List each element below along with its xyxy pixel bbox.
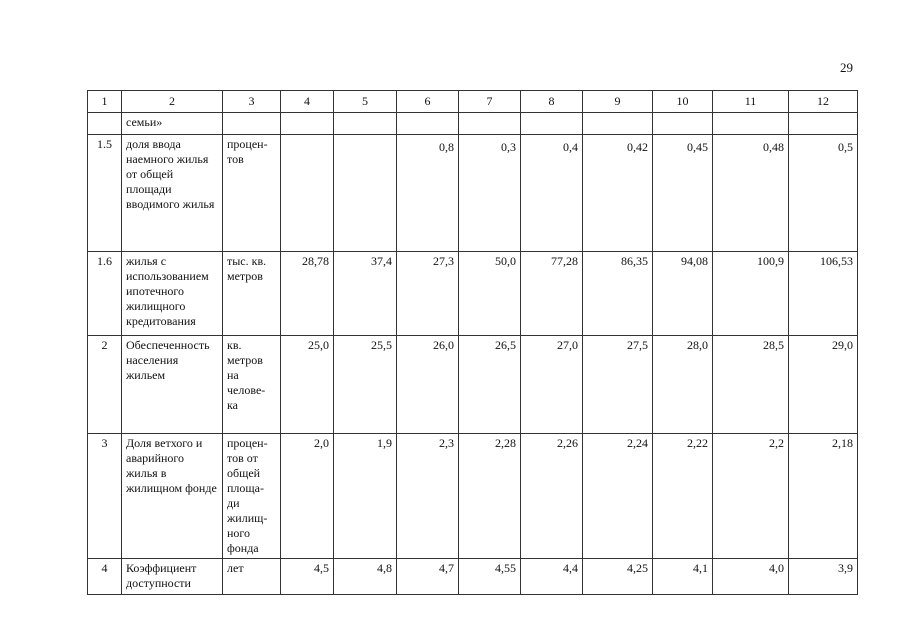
value-cell: 4,55	[459, 559, 521, 595]
value-cell: 4,7	[397, 559, 459, 595]
row-unit: кв. метров на челове-ка	[223, 336, 281, 434]
value-cell	[653, 113, 713, 135]
header-cell: 8	[521, 91, 583, 113]
row-unit: тыс. кв. метров	[223, 252, 281, 336]
value-cell: 4,25	[583, 559, 653, 595]
value-text: 0,3	[501, 140, 516, 154]
value-cell: 2,2	[713, 434, 789, 559]
row-number: 1.5	[88, 135, 122, 252]
value-cell: 29,0	[789, 336, 858, 434]
value-cell: 2,22	[653, 434, 713, 559]
table-row	[88, 434, 858, 559]
table-row	[88, 135, 858, 252]
row-name: Доля ветхого и аварийного жилья в жилищном фонде	[122, 434, 223, 559]
value-cell: 106,53	[789, 252, 858, 336]
value-cell: 100,9	[713, 252, 789, 336]
value-cell: 1,9	[334, 434, 397, 559]
value-cell: 4,4	[521, 559, 583, 595]
header-cell: 7	[459, 91, 521, 113]
value-cell: 28,0	[653, 336, 713, 434]
value-cell	[713, 135, 789, 252]
row-unit: процен-тов	[223, 135, 281, 252]
value-cell	[653, 135, 713, 252]
value-cell: 2,26	[521, 434, 583, 559]
value-cell: 26,5	[459, 336, 521, 434]
value-cell: 25,0	[281, 336, 334, 434]
value-cell: 4,1	[653, 559, 713, 595]
page-number: 29	[840, 60, 853, 75]
value-cell: 4,5	[281, 559, 334, 595]
value-text: 0,48	[763, 140, 784, 154]
value-text: 0,45	[687, 140, 708, 154]
value-cell: 94,08	[653, 252, 713, 336]
row-name: семьи»	[122, 113, 223, 135]
value-cell: 2,18	[789, 434, 858, 559]
value-cell: 27,5	[583, 336, 653, 434]
row-unit	[223, 113, 281, 135]
value-cell: 25,5	[334, 336, 397, 434]
value-text	[285, 137, 329, 140]
row-name: Коэффициент доступности	[122, 559, 223, 595]
value-text: 0,4	[563, 140, 578, 154]
table-row	[88, 113, 858, 135]
value-text: 0,8	[439, 140, 454, 154]
value-cell: 2,24	[583, 434, 653, 559]
value-text	[338, 137, 392, 140]
value-cell: 50,0	[459, 252, 521, 336]
row-unit: лет	[223, 559, 281, 595]
value-cell: 37,4	[334, 252, 397, 336]
value-cell: 4,8	[334, 559, 397, 595]
value-cell: 2,28	[459, 434, 521, 559]
value-cell: 27,0	[521, 336, 583, 434]
value-cell	[281, 135, 334, 252]
value-cell: 27,3	[397, 252, 459, 336]
value-cell	[334, 113, 397, 135]
row-name: жилья с использованием ипотечного жилищного кредитования	[122, 252, 223, 336]
header-cell: 11	[713, 91, 789, 113]
row-name: Обеспеченность населения жильем	[122, 336, 223, 434]
value-cell: 2,3	[397, 434, 459, 559]
header-cell: 9	[583, 91, 653, 113]
row-number: 2	[88, 336, 122, 434]
header-cell: 5	[334, 91, 397, 113]
header-cell: 1	[88, 91, 122, 113]
table-header-row	[88, 91, 858, 113]
table-row	[88, 252, 858, 336]
value-cell	[521, 135, 583, 252]
value-cell: 77,28	[521, 252, 583, 336]
value-cell	[713, 113, 789, 135]
value-cell: 3,9	[789, 559, 858, 595]
value-cell: 28,5	[713, 336, 789, 434]
header-cell: 10	[653, 91, 713, 113]
value-cell	[397, 113, 459, 135]
value-text: 0,42	[627, 140, 648, 154]
value-cell: 86,35	[583, 252, 653, 336]
header-cell: 4	[281, 91, 334, 113]
value-text: 0,5	[838, 140, 853, 154]
value-cell	[789, 113, 858, 135]
table-row	[88, 559, 858, 595]
value-cell	[281, 113, 334, 135]
header-cell: 6	[397, 91, 459, 113]
value-cell	[521, 113, 583, 135]
table-row	[88, 336, 858, 434]
row-number: 4	[88, 559, 122, 595]
row-unit: процен-тов от общей площа-ди жилищ-ного фонда	[223, 434, 281, 559]
value-cell	[459, 135, 521, 252]
value-cell: 4,0	[713, 559, 789, 595]
value-cell	[334, 135, 397, 252]
header-cell: 12	[789, 91, 858, 113]
value-cell	[459, 113, 521, 135]
row-number: 1.6	[88, 252, 122, 336]
row-number	[88, 113, 122, 135]
value-cell	[789, 135, 858, 252]
value-cell	[397, 135, 459, 252]
value-cell: 26,0	[397, 336, 459, 434]
value-cell	[583, 113, 653, 135]
value-cell: 2,0	[281, 434, 334, 559]
header-cell: 3	[223, 91, 281, 113]
row-name: доля ввода наемного жилья от общей площади вводимого жилья	[122, 135, 223, 252]
value-cell	[583, 135, 653, 252]
data-table	[87, 90, 858, 595]
header-cell: 2	[122, 91, 223, 113]
value-cell: 28,78	[281, 252, 334, 336]
row-number: 3	[88, 434, 122, 559]
